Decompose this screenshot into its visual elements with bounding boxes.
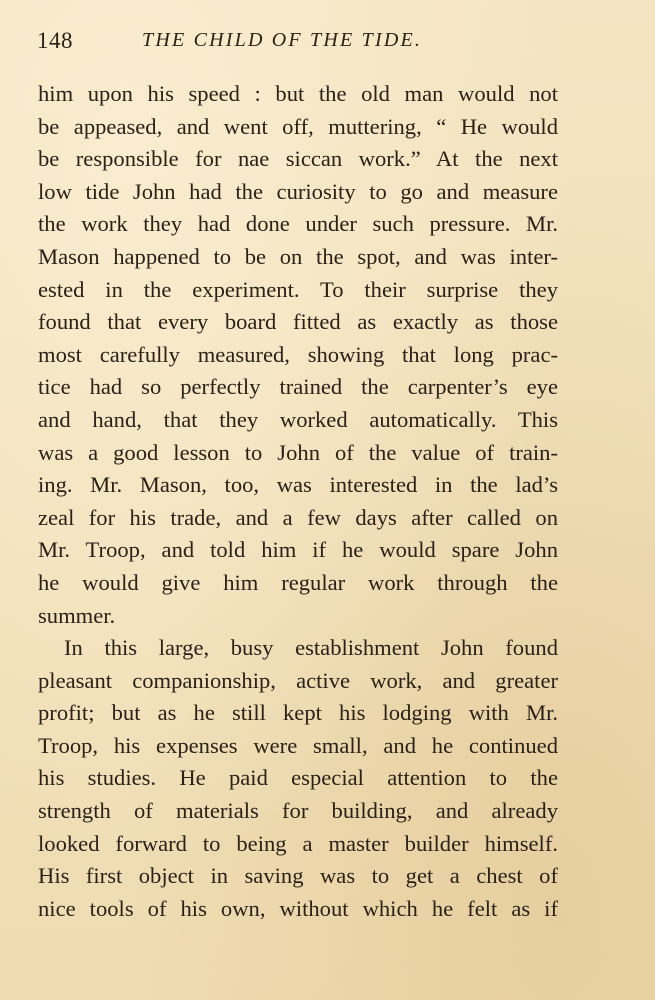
paragraph-1 — [38, 78, 558, 632]
text-line: zeal for his trade, and a few days after called on — [38, 504, 558, 530]
paragraph-2 — [38, 632, 558, 925]
text-line: looked forward to being a master builder himself. — [38, 830, 558, 856]
text-line: ing. Mr. Mason, too, was interested in the lad’s — [38, 472, 558, 498]
text-line: Mason happened to be on the spot, and was inter- — [38, 243, 558, 269]
text-line: be appeased, and went off, muttering, “ He would — [38, 113, 558, 139]
text-line: the work they had done under such pressure. Mr. — [38, 211, 558, 237]
text-line: profit; but as he still kept his lodging with Mr. — [38, 700, 558, 726]
text-line: most carefully measured, showing that long prac- — [38, 341, 558, 367]
text-line: was a good lesson to John of the value of train- — [38, 439, 558, 465]
running-head — [37, 28, 617, 60]
text-line: him upon his speed : but the old man would not — [38, 81, 558, 106]
text-line: Mr. Troop, and told him if he would spare John — [38, 537, 558, 563]
text-line: His first object in saving was to get a chest of — [38, 863, 558, 889]
text-line: strength of materials for building, and already — [38, 798, 558, 824]
text-line: found that every board fitted as exactly as those — [38, 309, 558, 335]
text-line: nice tools of his own, without which he felt as if — [38, 895, 558, 921]
text-line: ested in the experiment. To their surprise they — [38, 276, 558, 302]
text-line: his studies. He paid especial attention to the — [38, 765, 558, 791]
body-text — [38, 78, 558, 925]
running-title: THE CHILD OF THE TIDE. — [142, 29, 423, 51]
text-line: summer. — [38, 602, 116, 628]
page-number: 148 — [37, 28, 73, 53]
text-line: pleasant companionship, active work, and greater — [38, 667, 558, 693]
text-line: tice had so perfectly trained the carpenter’s eye — [38, 374, 558, 400]
text-line: low tide John had the curiosity to go and measure — [38, 178, 558, 204]
text-line: he would give him regular work through the — [38, 569, 558, 595]
text-line: In this large, busy establishment John found — [64, 635, 558, 661]
text-line: and hand, that they worked automatically. This — [38, 406, 558, 432]
text-line: be responsible for nae siccan work.” At the next — [38, 146, 558, 172]
text-line: Troop, his expenses were small, and he continued — [38, 732, 558, 758]
